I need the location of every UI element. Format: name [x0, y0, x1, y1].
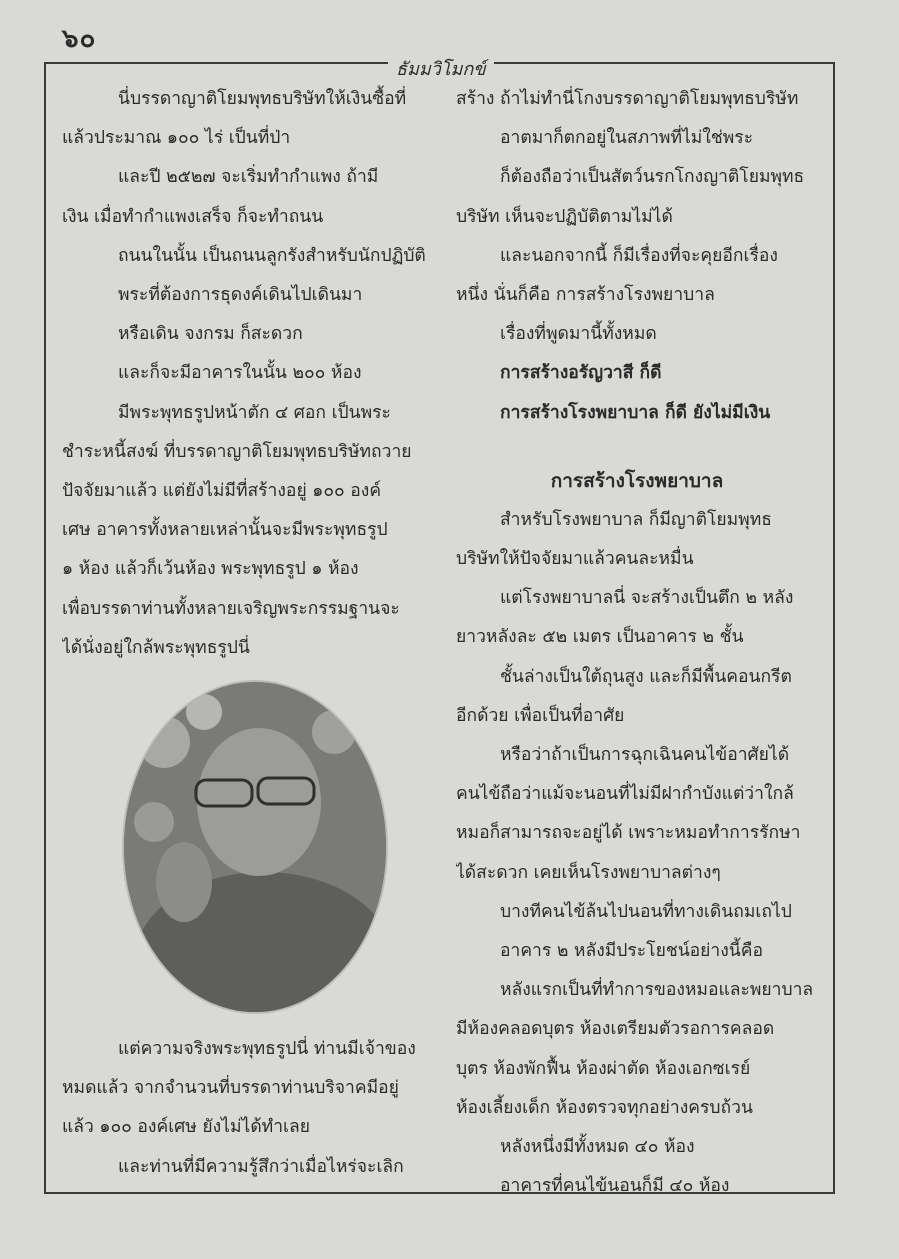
left-column	[62, 80, 432, 668]
text-line: บริษัทให้ปัจจัยมาแล้วคนละหมื่น	[456, 549, 694, 570]
text-line: อีกด้วย เพื่อเป็นที่อาศัย	[456, 705, 625, 726]
text-line: หรือว่าถ้าเป็นการฉุกเฉินคนไข้อาศัยได้	[500, 745, 790, 766]
text-line: นี่บรรดาญาติโยมพุทธบริษัทให้เงินซื้อที่	[118, 89, 407, 109]
text-line: บางทีคนไข้ล้นไปนอนที่ทางเดินถมเถไป	[500, 901, 792, 922]
text-line: และก็จะมีอาคารในนั้น ๒๐๐ ห้อง	[118, 363, 362, 384]
text-line: หลังหนึ่งมีทั้งหมด ๔๐ ห้อง	[500, 1137, 695, 1158]
text-line: เพื่อบรรดาท่านทั้งหลายเจริญพระกรรมฐานจะ	[62, 598, 400, 619]
text-line: ได้นั่งอยู่ใกล้พระพุทธรูปนี่	[62, 637, 250, 658]
portrait-photo	[122, 680, 388, 1014]
text-line: แต่ความจริงพระพุทธรูปนี่ ท่านมีเจ้าของ	[118, 1039, 416, 1059]
text-line: เงิน เมื่อทำกำแพงเสร็จ ก็จะทำถนน	[62, 206, 324, 227]
text-line: ถนนในนั้น เป็นถนนลูกรังสำหรับนักปฏิบัติ	[118, 245, 426, 266]
text-line: ๑ ห้อง แล้วก็เว้นห้อง พระพุทธรูป ๑ ห้อง	[62, 559, 359, 580]
text-line: อาคารที่คนไข้นอนก็มี ๔๐ ห้อง	[500, 1176, 730, 1197]
text-line: ชั้นล่างเป็นใต้ถุนสูง และก็มีพื้นคอนกรีต	[500, 666, 792, 687]
text-line: ปัจจัยมาแล้ว แต่ยังไม่มีที่สร้างอยู่ ๑๐๐ องค์	[62, 481, 382, 502]
left-column-bottom	[62, 1030, 432, 1187]
text-line: และท่านที่มีความรู้สึกว่าเมื่อไหร่จะเลิก	[118, 1156, 404, 1177]
text-line: ก็ต้องถือว่าเป็นสัตว์นรกโกงญาติโยมพุทธ	[500, 167, 805, 188]
right-column	[456, 80, 818, 1206]
section-heading: การสร้างโรงพยาบาล	[550, 469, 724, 492]
text-line: แต่โรงพยาบาลนี่ จะสร้างเป็นตึก ๒ หลัง	[500, 588, 794, 609]
text-line: การสร้างโรงพยาบาล ก็ดี ยังไม่มีเงิน	[500, 402, 771, 423]
text-line: เศษ อาคารทั้งหลายเหล่านั้นจะมีพระพุทธรูป	[62, 520, 388, 541]
text-line: มีพระพุทธรูปหน้าตัก ๔ ศอก เป็นพระ	[118, 402, 391, 423]
text-line: แล้ว ๑๐๐ องค์เศษ ยังไม่ได้ทำเลย	[62, 1117, 310, 1138]
text-line: คนไข้ถือว่าแม้จะนอนที่ไม่มีฝากำบังแต่ว่าใกล้	[456, 784, 794, 805]
text-line: มีห้องคลอดบุตร ห้องเตรียมตัวรอการคลอด	[456, 1019, 775, 1040]
text-line: แล้วประมาณ ๑๐๐ ไร่ เป็นที่ป่า	[62, 128, 291, 149]
text-line: ได้สะดวก เคยเห็นโรงพยาบาลต่างๆ	[456, 862, 721, 883]
text-line: หรือเดิน จงกรม ก็สะดวก	[118, 324, 303, 345]
text-line: บุตร ห้องพักฟื้น ห้องผ่าตัด ห้องเอกซเรย์	[456, 1058, 751, 1079]
text-line: สร้าง ถ้าไม่ทำนี่โกงบรรดาญาติโยมพุทธบริษัท	[456, 89, 799, 109]
text-line: และปี ๒๕๒๗ จะเริ่มทำกำแพง ถ้ามี	[118, 167, 379, 188]
text-line: เรื่องที่พูดมานี้ทั้งหมด	[500, 324, 657, 345]
page-number: ๖๐	[62, 24, 97, 54]
running-header: ธัมมวิโมกข์	[388, 54, 494, 83]
text-line: และนอกจากนี้ ก็มีเรื่องที่จะคุยอีกเรื่อง	[500, 245, 778, 266]
text-line: ยาวหลังละ ๕๒ เมตร เป็นอาคาร ๒ ชั้น	[456, 627, 744, 648]
text-line: การสร้างอรัญวาสี ก็ดี	[500, 363, 662, 384]
text-line: หมอก็สามารถจะอยู่ได้ เพราะหมอทำการรักษา	[456, 823, 801, 844]
text-line: ชำระหนี้สงฆ์ ที่บรรดาญาติโยมพุทธบริษัทถวาย	[62, 441, 412, 462]
text-line: อาตมาก็ตกอยู่ในสภาพที่ไม่ใช่พระ	[500, 128, 754, 149]
text-line: ห้องเลี้ยงเด็ก ห้องตรวจทุกอย่างครบถ้วน	[456, 1097, 753, 1118]
text-line: บริษัท เห็นจะปฏิบัติตามไม่ได้	[456, 206, 673, 227]
text-line: อาคาร ๒ หลังมีประโยชน์อย่างนี้คือ	[500, 941, 763, 962]
text-line: พระที่ต้องการธุดงค์เดินไปเดินมา	[118, 285, 363, 306]
text-line: หนึ่ง นั่นก็คือ การสร้างโรงพยาบาล	[456, 285, 715, 306]
portrait-illustration	[124, 682, 386, 1012]
text-line: สำหรับโรงพยาบาล ก็มีญาติโยมพุทธ	[500, 509, 772, 530]
text-line: หมดแล้ว จากจำนวนที่บรรดาท่านบริจาคมีอยู่	[62, 1078, 399, 1099]
text-line: หลังแรกเป็นที่ทำการของหมอและพยาบาล	[500, 980, 814, 1001]
